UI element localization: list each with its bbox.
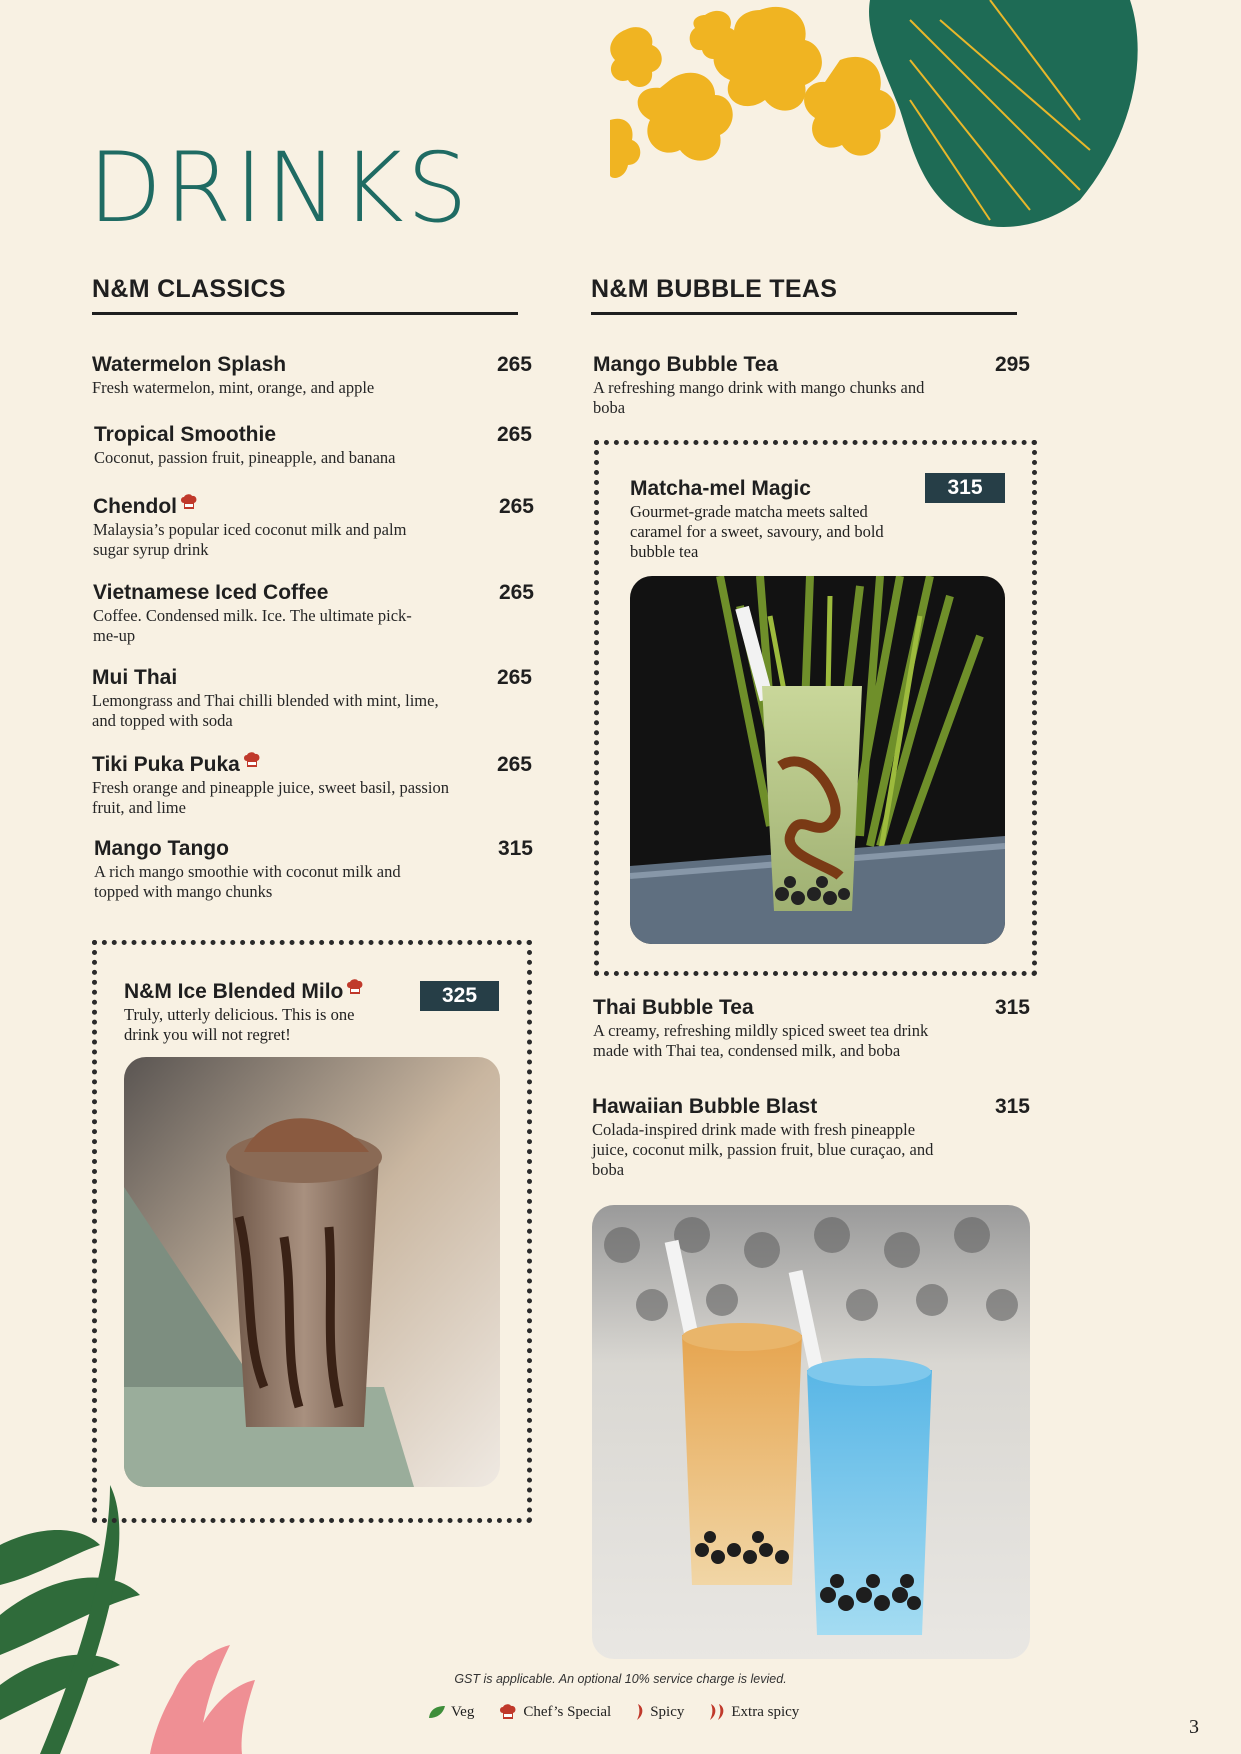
legend-spicy bbox=[635, 1703, 684, 1721]
bubble-teas-photo bbox=[592, 1205, 1030, 1659]
item-name: Vietnamese Iced Coffee bbox=[93, 581, 329, 604]
item-desc: A refreshing mango drink with mango chunks and boba bbox=[593, 378, 925, 417]
price-tag: 325 bbox=[420, 981, 499, 1011]
featured-item bbox=[124, 978, 384, 1045]
legend-spicy-label: Spicy bbox=[650, 1703, 685, 1720]
menu-item bbox=[92, 666, 532, 731]
chilli-icon bbox=[635, 1703, 645, 1721]
item-price: 265 bbox=[498, 581, 534, 604]
menu-item bbox=[592, 1095, 1030, 1180]
chef-hat-icon bbox=[498, 1703, 518, 1721]
chef-hat-icon bbox=[180, 493, 198, 511]
item-price: 265 bbox=[496, 753, 532, 776]
leaf-decoration-top bbox=[610, 0, 1170, 240]
item-price: 315 bbox=[994, 1095, 1030, 1118]
item-desc: Colada-inspired drink made with fresh pineapple juice, coconut milk, passion fruit, blue curaçao, and boba bbox=[592, 1120, 934, 1179]
menu-item bbox=[593, 353, 1030, 418]
item-name: Watermelon Splash bbox=[92, 353, 287, 376]
item-desc: Malaysia’s popular iced coconut milk and palm sugar syrup drink bbox=[93, 520, 407, 559]
item-name: Mango Bubble Tea bbox=[593, 353, 779, 376]
item-name: Mui Thai bbox=[92, 666, 178, 689]
item-name: Tropical Smoothie bbox=[94, 423, 277, 446]
menu-item bbox=[92, 751, 532, 818]
item-name: Matcha-mel Magic bbox=[630, 477, 811, 500]
leaf-decoration-bottom bbox=[0, 1485, 260, 1754]
section-heading-classics: N&M CLASSICS bbox=[92, 275, 286, 303]
veg-leaf-icon bbox=[428, 1705, 446, 1719]
item-price: 265 bbox=[498, 495, 534, 518]
menu-item bbox=[93, 581, 534, 646]
item-name: Tiki Puka Puka bbox=[92, 753, 240, 776]
item-name: Thai Bubble Tea bbox=[593, 996, 754, 1019]
menu-item bbox=[593, 996, 1030, 1061]
item-name: Chendol bbox=[93, 495, 177, 518]
menu-item bbox=[94, 423, 532, 468]
milo-drink-photo bbox=[124, 1057, 500, 1487]
item-name: N&M Ice Blended Milo bbox=[124, 980, 344, 1003]
item-desc: A rich mango smoothie with coconut milk and topped with mango chunks bbox=[94, 862, 401, 901]
section-rule-bubble bbox=[591, 312, 1017, 315]
legend-extra-spicy-label: Extra spicy bbox=[731, 1703, 800, 1720]
price-tag: 315 bbox=[925, 473, 1005, 503]
section-rule-classics bbox=[92, 312, 518, 315]
item-price: 265 bbox=[496, 666, 532, 689]
item-price: 295 bbox=[994, 353, 1030, 376]
item-desc: Fresh orange and pineapple juice, sweet basil, passion fruit, and lime bbox=[92, 778, 449, 817]
legend-chef-label: Chef’s Special bbox=[523, 1703, 612, 1720]
chef-hat-icon bbox=[243, 751, 261, 769]
item-price: 265 bbox=[496, 423, 532, 446]
double-chilli-icon bbox=[708, 1703, 726, 1721]
section-heading-bubble: N&M BUBBLE TEAS bbox=[591, 275, 838, 303]
matcha-drink-photo bbox=[630, 576, 1005, 944]
dietary-legend bbox=[428, 1703, 799, 1721]
item-desc: Lemongrass and Thai chilli blended with mint, lime, and topped with soda bbox=[92, 691, 439, 730]
legend-veg-label: Veg bbox=[451, 1703, 475, 1720]
legend-veg bbox=[428, 1704, 474, 1721]
item-name: Mango Tango bbox=[94, 837, 229, 860]
menu-item bbox=[92, 353, 532, 398]
menu-item bbox=[94, 837, 533, 902]
item-desc: A creamy, refreshing mildly spiced sweet tea drink made with Thai tea, condensed milk, and boba bbox=[593, 1021, 929, 1060]
item-name: Hawaiian Bubble Blast bbox=[592, 1095, 818, 1118]
item-price: 315 bbox=[497, 837, 533, 860]
item-price: 265 bbox=[496, 353, 532, 376]
item-desc: Coconut, passion fruit, pineapple, and banana bbox=[94, 448, 396, 467]
item-desc: Coffee. Condensed milk. Ice. The ultimate pick-me-up bbox=[93, 606, 412, 645]
service-charge-note: GST is applicable. An optional 10% service charge is levied. bbox=[454, 1672, 787, 1686]
item-desc: Gourmet-grade matcha meets salted caramel for a sweet, savoury, and bold bubble tea bbox=[630, 502, 884, 561]
legend-extra-spicy bbox=[708, 1703, 799, 1721]
chef-hat-icon bbox=[346, 978, 364, 996]
menu-item bbox=[93, 493, 534, 560]
item-desc: Truly, utterly delicious. This is one drink you will not regret! bbox=[124, 1005, 355, 1044]
item-price: 315 bbox=[994, 996, 1030, 1019]
item-desc: Fresh watermelon, mint, orange, and apple bbox=[92, 378, 375, 397]
page-title: DRINKS bbox=[88, 132, 471, 244]
featured-item bbox=[630, 477, 910, 562]
page-number: 3 bbox=[1189, 1716, 1199, 1738]
legend-chef bbox=[498, 1703, 611, 1721]
